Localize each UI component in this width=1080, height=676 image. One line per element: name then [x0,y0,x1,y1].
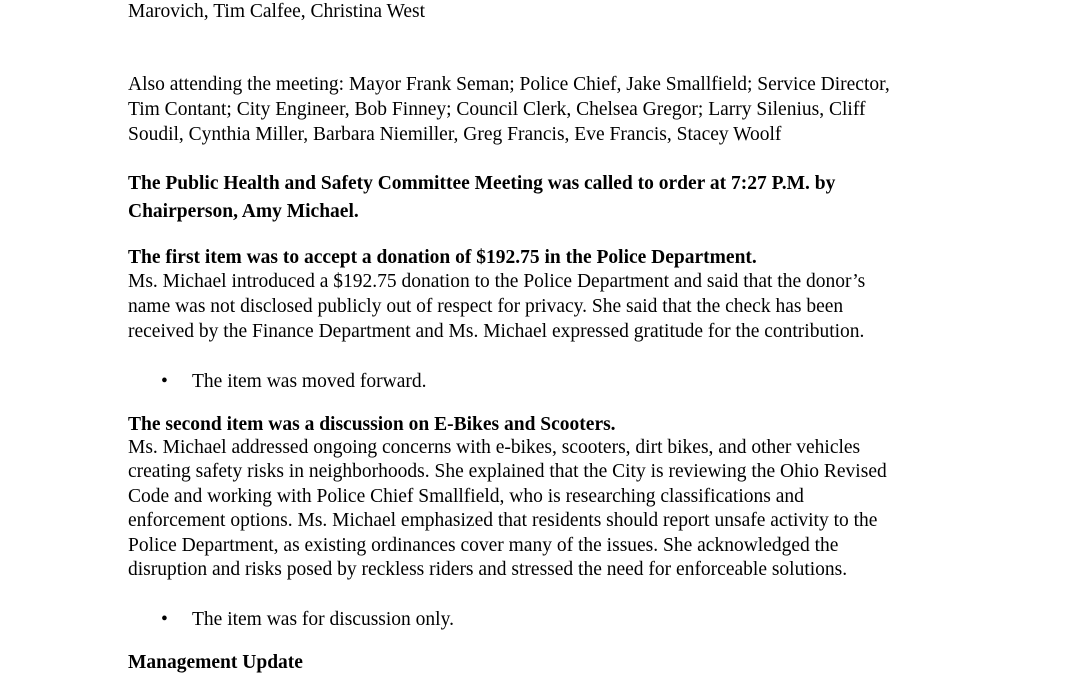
item2-line-1: Ms. Michael addressed ongoing concerns with e-bikes, scooters, dirt bikes, and other vehicles [128,437,861,458]
item1-line-1: Ms. Michael introduced a $192.75 donation to the Police Department and said that the donor’s [128,271,866,292]
item1-line-2: name was not disclosed publicly out of respect for privacy. She said that the check has been [128,296,844,317]
item2-line-4: enforcement options. Ms. Michael emphasized that residents should report unsafe activity to the [128,510,878,531]
item1-heading: The first item was to accept a donation of $192.75 in the Police Department. [128,247,757,268]
item2-line-5: Police Department, as existing ordinances cover many of the issues. She acknowledged the [128,535,839,556]
item2-heading: The second item was a discussion on E-Bikes and Scooters. [128,414,616,435]
attendees-line-1: Also attending the meeting: Mayor Frank Seman; Police Chief, Jake Smallfield; Service Director, [128,74,890,95]
bullet-icon: • [161,371,168,392]
call-to-order-line-1: The Public Health and Safety Committee Meeting was called to order at 7:27 P.M. by [128,173,836,194]
management-update-heading: Management Update [128,652,303,673]
item2-line-6: disruption and risks posed by reckless riders and stressed the need for enforceable solutions. [128,559,848,580]
item1-line-3: received by the Finance Department and Ms. Michael expressed gratitude for the contribution. [128,321,865,342]
item2-line-3: Code and working with Police Chief Smallfield, who is researching classifications and [128,486,804,507]
call-to-order-line-2: Chairperson, Amy Michael. [128,201,359,222]
item2-line-2: creating safety risks in neighborhoods. She explained that the City is reviewing the Ohio Revised [128,461,887,482]
members-line: Marovich, Tim Calfee, Christina West [128,1,426,22]
attendees-line-3: Soudil, Cynthia Miller, Barbara Niemiller, Greg Francis, Eve Francis, Stacey Woolf [128,124,782,145]
attendees-line-2: Tim Contant; City Engineer, Bob Finney; Council Clerk, Chelsea Gregor; Larry Silenius, Cliff [128,99,866,120]
item1-outcome: The item was moved forward. [192,371,427,392]
bullet-icon: • [161,609,168,630]
item2-outcome: The item was for discussion only. [192,609,454,630]
